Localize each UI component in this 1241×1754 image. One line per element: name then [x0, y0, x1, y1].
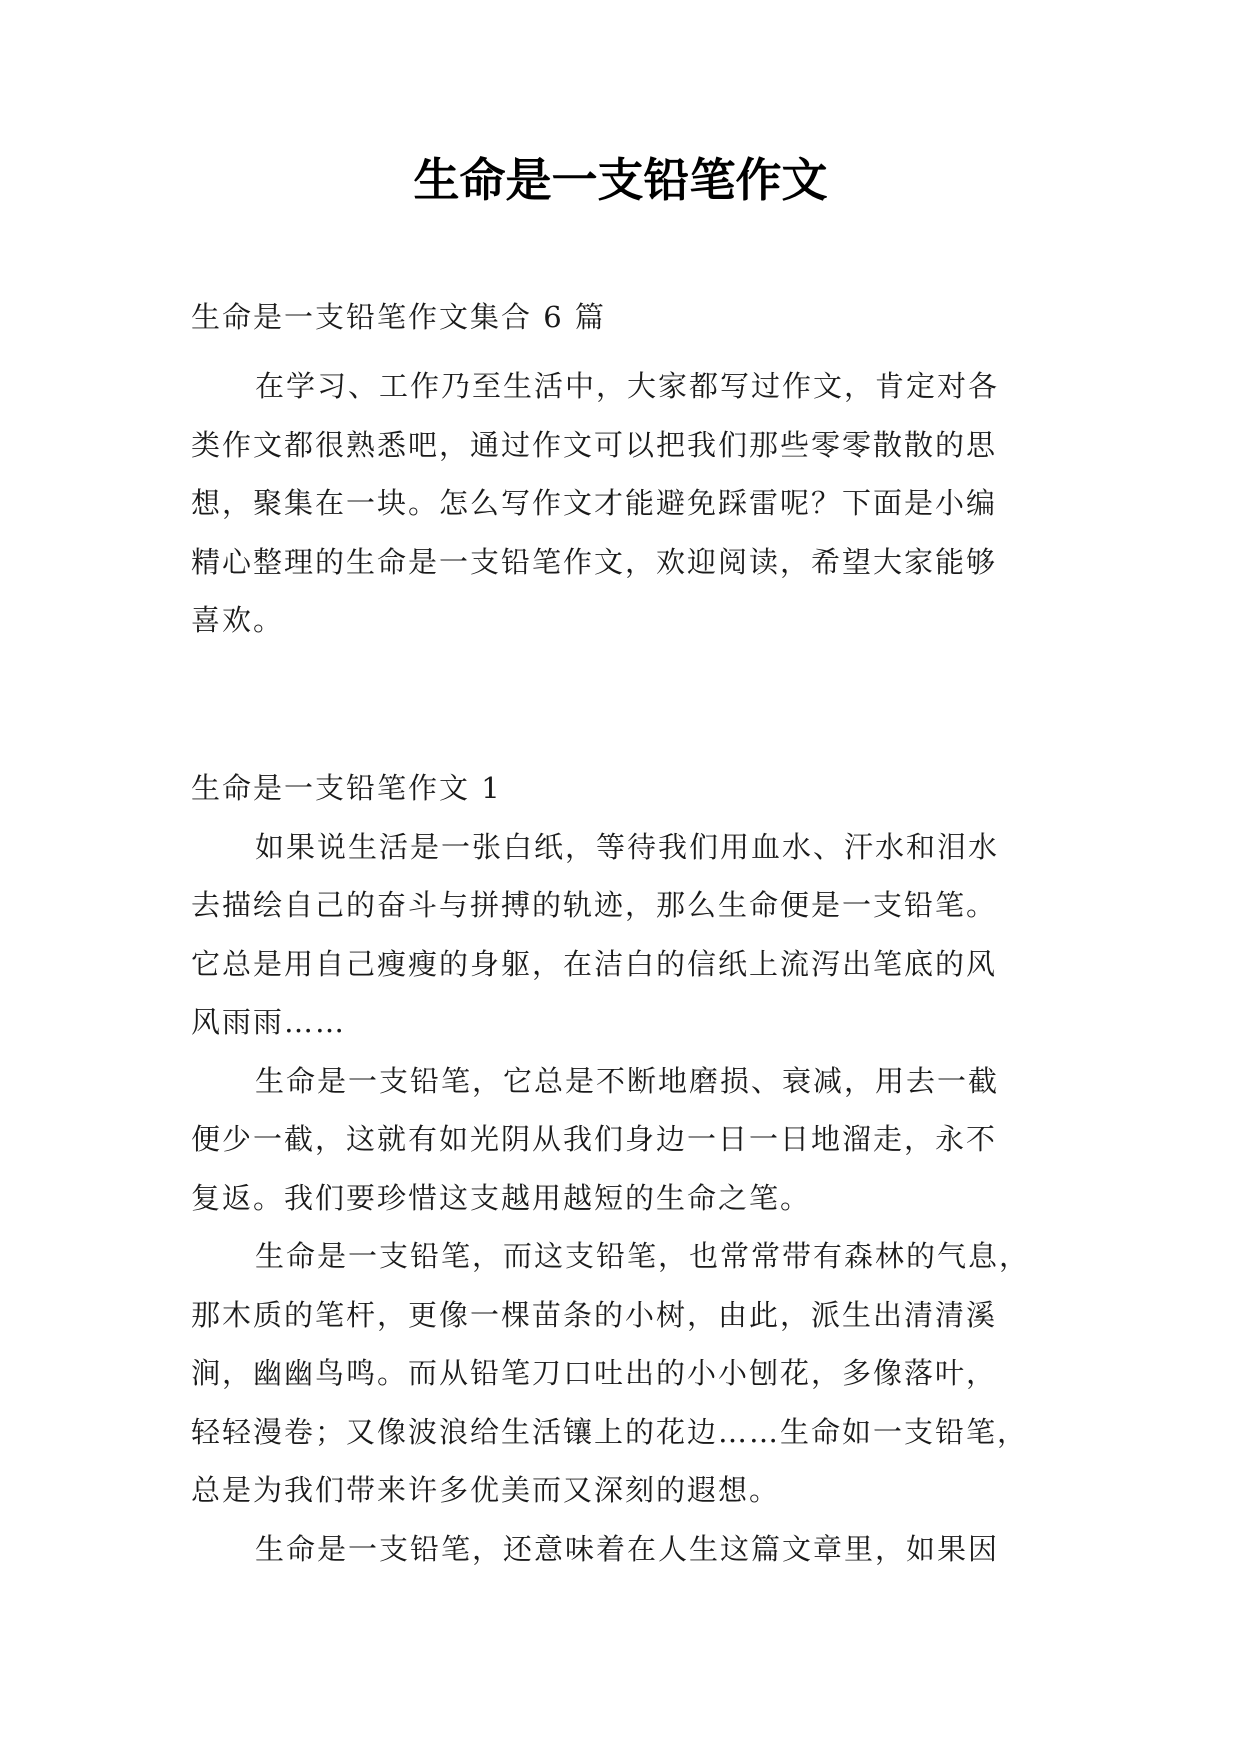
intro-line: 喜欢。	[191, 603, 285, 637]
paragraph-4	[191, 1520, 1061, 1579]
paragraph-line: 如果说生活是一张白纸，等待我们用血水、汗水和泪水	[255, 829, 1000, 864]
paragraph-3	[191, 1227, 1061, 1520]
paragraph-line: 轻轻漫卷；又像波浪给生活镶上的花边……生命如一支铅笔，	[191, 1414, 1029, 1449]
intro-line: 类作文都很熟悉吧，通过作文可以把我们那些零零散散的思	[191, 427, 998, 462]
paragraph-1	[191, 818, 1061, 1052]
subtitle-text: 生命是一支铅笔作文集合 6 篇	[191, 300, 606, 334]
paragraph-line: 涧，幽幽鸟鸣。而从铅笔刀口吐出的小小刨花，多像落叶，	[191, 1356, 998, 1390]
paragraph-line: 复返。我们要珍惜这支越用越短的生命之笔。	[191, 1180, 812, 1215]
paragraph-line: 生命是一支铅笔，它总是不断地磨损、衰减，用去一截	[255, 1063, 1000, 1098]
document-title: 生命是一支铅笔作文	[413, 153, 828, 207]
paragraph-2	[191, 1052, 1061, 1228]
document-subtitle	[191, 288, 1061, 347]
section-heading: 生命是一支铅笔作文 1	[191, 771, 502, 805]
paragraph-line: 便少一截，这就有如光阴从我们身边一日一日地溜走，永不	[191, 1122, 998, 1156]
intro-line: 精心整理的生命是一支铅笔作文，欢迎阅读，希望大家能够	[191, 544, 998, 579]
essay-section-1	[191, 759, 1061, 1578]
paragraph-line: 总是为我们带来许多优美而又深刻的遐想。	[191, 1473, 781, 1507]
intro-line: 想，聚集在一块。怎么写作文才能避免踩雷呢？下面是小编	[191, 486, 998, 520]
paragraph-line: 它总是用自己瘦瘦的身躯，在洁白的信纸上流泻出笔底的风	[191, 946, 998, 981]
paragraph-line: 生命是一支铅笔，还意味着在人生这篇文章里，如果因	[255, 1531, 1000, 1566]
paragraph-line: 风雨雨……	[191, 1005, 347, 1039]
paragraph-line: 去描绘自己的奋斗与拼搏的轨迹，那么生命便是一支铅笔。	[191, 888, 998, 922]
intro-line: 在学习、工作乃至生活中，大家都写过作文，肯定对各	[255, 369, 1000, 403]
intro-paragraph	[191, 357, 1061, 650]
paragraph-line: 那木质的笔杆，更像一棵苗条的小树，由此，派生出清清溪	[191, 1297, 998, 1332]
paragraph-line: 生命是一支铅笔，而这支铅笔，也常常带有森林的气息，	[255, 1239, 1031, 1273]
